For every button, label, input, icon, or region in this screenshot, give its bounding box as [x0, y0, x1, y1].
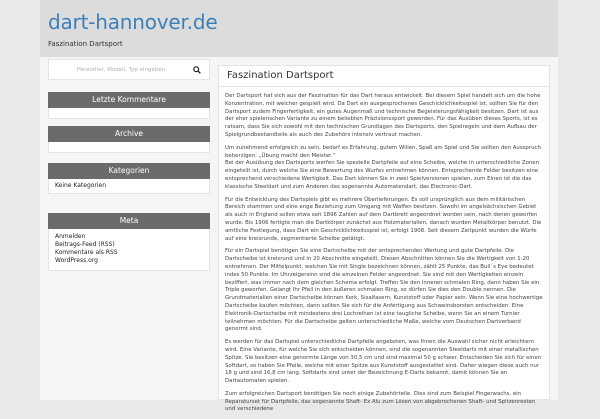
widget-title-meta: Meta: [48, 213, 210, 229]
article-body: [225, 93, 545, 419]
article-paragraph: Um zunehmend erfolgreich zu sein, bedarf es Erfahrung, gutem Willen, Spaß am Spiel und Sie sollten den Ausspruch beherzigen: „Übung macht den Meister.“ Bei der Ausübung des Dartsports werfen Sie spezielle Dartpfeile auf eine Scheibe, welche in unterschiedliche Zonen eingeteilt ist, durch welche Sie eine Bewertung des Wurfes entnehmen können. Entsprechende Felder besitzen eine entsprechend verschiedene Wertigkeit. Das Dart können Sie in zwei Spielversionen spielen, zum Einen ist die das klassische Steeldart und zum Anderen das sogenannte Automatendart, das Electronic-Dart.: [225, 144, 541, 190]
site-description: Faszination Dartsport: [48, 40, 123, 48]
article-paragraph: Der Dartsport hat sich aus der Faszination für das Dart heraus entwickelt. Bei diesem Spiel handelt sich um die hohe Konzentration, mit welcher gespielt wird. Da Dart ein ausgesprochenes Geschicklichkeitsspiel ist, sollten Sie für den Dartsport zudem Fingerfertigkeit, ein gutes Augenmaß und technische Begeisterungsfähigkeit besitzen. Dart ist aus der eher spielerischen Variante zu einem beliebten Präzisionssport geworden. Für das Ausüben dieses Sports, ist es ratsam, dass Sie sich sowohl mit den technischen Grundlagen des Dartsports, den Spielregeln und dem Aufbau der Spielgrundbestandteile als auch des Zubehörs intensiv vertraut machen.: [225, 93, 541, 138]
widget-title-recent-comments: Letzte Kommentare: [48, 92, 210, 108]
main-content: [218, 65, 550, 413]
category-item: Keine Kategorien: [55, 182, 107, 189]
article-paragraph: Es werden für das Dartspiel unterschiedliche Dartpfeile angeboten, was Ihnen die Auswahl sicher nicht erleichtern wird. Eine Variante, für welche Sie sich entscheiden können, sind die sogenannten Steeldarts mit einer metallischen Spitze. Sie besitzen eine genormte Länge von 30,5 cm und sind maximal 50 g schwer. Entscheiden Sie sich für einen Softdart, so haben Sie Pfeile, welche mit einer Spitze aus Kunststoff ausgestattet sind. Daher wiegen diese auch nur 18 g und sind 16,8 cm lang. Softdarts sind unter der Bezeichnung E-Darts bekannt, damit können Sie an Dartautomaten spielen.: [225, 339, 542, 385]
meta-link-wordpress[interactable]: WordPress.org: [55, 257, 98, 264]
search-box: [48, 59, 210, 80]
site-header: [40, 0, 558, 57]
site-title-link[interactable]: dart-hannover.de: [48, 10, 218, 34]
article-paragraph: Zum erfolgreichen Dartsport benötigen Sie noch einige Zubehörteile. Dies sind zum Beispiel Fingerwachs, ein Reparaturset für Dartpfeile, das sogenannte Shaft- Ex Alu zum Lösen von abgebrochenen Shaft- und Spitzenresten und verschiedene: [225, 390, 536, 413]
article-paragraph: Für die Entwicklung des Dartspiels gibt es mehrere Überlieferungen. Es soll ursprünglich aus dem militärischen Bereich stammen und eine enge Beziehung zum Umgang mit Waffen besitzen. Sowohl im angelsächsischen Gebiet als auch in England sollen etwa seit 1896 Zahlen auf dem Dartbrett angeordnet worden sein, nach denen geworfen wurde. Bis 1906 fertigte man die Dartkörper zunächst aus Holzmaterialien, danach wurden Metallkörper benutzt. Die amtliche Festlegung, dass Dart ein Geschicklichkeitsspiel ist, erfolgt 1908. Seit diesem Zeitpunkt wurden die Würfe auf eine kreisrunde, segmentierte Scheibe getätigt.: [225, 196, 542, 242]
meta-link-entries-feed[interactable]: Beitrags-Feed (RSS): [55, 241, 115, 248]
widget-title-archive: Archive: [48, 126, 210, 142]
title-divider: [219, 86, 549, 87]
meta-link-comments-feed[interactable]: Kommentare als RSS: [55, 249, 118, 256]
categories-widget: [48, 179, 210, 194]
search-icon[interactable]: [193, 66, 201, 74]
page-wrapper: [40, 57, 558, 413]
archive-widget: [48, 142, 210, 153]
meta-widget: [48, 229, 210, 271]
article-paragraph: Für ein Dartspiel benötigen Sie eine Dartscheibe mit der entsprechenden Wertung und gute Dartpfeile. Die Dartscheibe ist kreisrund und in 20 Abschnitte eingeteilt. Diesen Abschnitten können Sie die Wertigkeit von 1-20 entnehmen. Der Mittelpunkt, welchen Sie mit Single bezeichnen können, zählt 25 Punkte, das Bull´s Eye bedeutet indes 50 Punkte. Im Uhrzeigersinn sind die einzelnen Felder angeordnet. Sie sind mit den Wertigkeiten einzeln beziffert, was immer nach dem gleichen Schema erfolgt. Treffen Sie den inneren schmalen Ring, dann haben Sie ein Triple geworfen. Gelangt Ihr Pfeil in den äußeren schmalen Ring, so dürfen Sie dies den Double nennen. Die Grundmaterialien einer Dartscheibe können Kork, Sisalfasern, Kunststoff oder Papier sein. Wenn Sie eine hochwertige Dartscheibe kaufen möchten, dann sollten Sie sich für die Anfertigung aus Schweinsborsten entscheiden. Eine Elektronik-Dartscheibe mit mindestens drei Lochreihen ist eine taugliche Scheibe, wenn Sie an einem Turnier teilnehmen möchten. Für die Dartscheibe gelten unterschiedliche Maße, welche vom Deutschen Dartverband genormt sind.: [225, 248, 543, 333]
widget-title-categories: Kategorien: [48, 163, 210, 179]
page-title: Faszination Dartsport: [227, 70, 334, 81]
meta-link-login[interactable]: Anmelden: [55, 233, 86, 240]
search-input[interactable]: [53, 60, 189, 79]
recent-comments-widget: [48, 108, 210, 119]
